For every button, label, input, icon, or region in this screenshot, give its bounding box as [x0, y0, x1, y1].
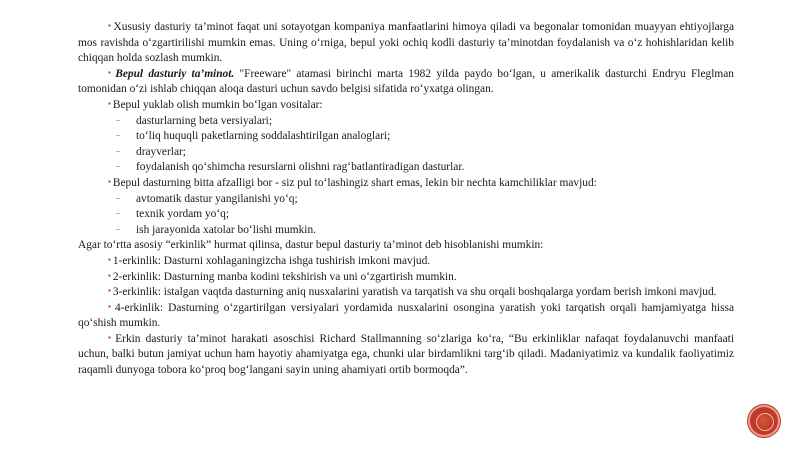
intro-paragraph: ▪ Xususiy dasturiy ta’minot faqat uni sotayotgan kompaniya manfaatlarini himoya qiladi va begonalar tomonidan muayyan ehtiyojlarga mos ravishda o‘zgartirilishi mumkin emas. Uning o‘rniga, bepul yoki ochiq kodli dasturiy ta’minotdan foydalanish va o‘z hohishlaridan kelib chiqqan holda sozlash mumkin. — [78, 20, 734, 67]
list-item: – dasturlarning beta versiyalari; — [78, 114, 734, 130]
advantage-paragraph: ▪ Bepul dasturning bitta afzalligi bor - siz pul to‘lashingiz shart emas, lekin bir nechta kamchiliklar mavjud: — [78, 176, 734, 192]
freedom-item-3: ▪ 3-erkinlik: istalgan vaqtda dasturning aniq nusxalarini yaratish va tarqatish va shu orqali boshqalarga yordam berish imkoni mavjud. — [78, 285, 734, 301]
list-item: – to‘liq huquqli paketlarning soddalashtirilgan analoglari; — [78, 129, 734, 145]
slide-content — [78, 20, 734, 379]
freedom-intro: Agar to‘rtta asosiy “erkinlik” hurmat qilinsa, dastur bepul dasturiy ta’minot deb hisoblanishi mumkin: — [78, 239, 544, 252]
freeware-paragraph — [78, 67, 734, 98]
list-item: – foydalanish qo‘shimcha resurslarni olishni rag‘batlantiradigan dasturlar. — [78, 160, 734, 176]
freedom-item-1: ▪ 1-erkinlik: Dasturni xohlaganingizcha ishga tushirish imkoni mavjud. — [78, 254, 734, 270]
freeware-text: "Freeware" atamasi birinchi marta 1982 yilda paydo bo‘lgan, u amerikalik dasturchi Endryu Fleglman tomonidan o‘zi ishlab chiqqan aloqa dasturi uchun savdo belgisi sifatida ro‘yxatga olingan. — [78, 67, 734, 96]
list-item: – ish jarayonida xatolar bo‘lishi mumkin. — [78, 223, 734, 239]
freedom-item-2: ▪ 2-erkinlik: Dasturning manba kodini tekshirish va uni o‘zgartirish mumkin. — [78, 270, 734, 286]
freeware-term: Bepul dasturiy ta’minot. — [115, 67, 235, 80]
list-item: – avtomatik dastur yangilanishi yo‘q; — [78, 192, 734, 208]
drawbacks-list — [78, 192, 734, 239]
circle-nav-icon[interactable] — [750, 407, 778, 435]
list-item: – drayverlar; — [78, 145, 734, 161]
freedom-item-4: ▪ 4-erkinlik: Dasturning o‘zgartirilgan versiyalari yordamida nusxalarini osongina yaratish yoki tarqatish orqali hamjamiyatga hissa qo‘shish mumkin. — [78, 301, 734, 332]
tools-intro: ▪ Bepul yuklab olish mumkin bo‘lgan vositalar: — [78, 98, 734, 114]
tools-list — [78, 114, 734, 176]
list-item: – texnik yordam yo‘q; — [78, 207, 734, 223]
stallman-quote: ▪ Erkin dasturiy ta’minot harakati asoschisi Richard Stallmanning so‘zlariga ko‘ra, “Bu erkinliklar nafaqat foydalanuvchi manfaati uchun, balki butun jamiyat uchun ham hayotiy ahamiyatga ega, chunki ular birdamlikni targ‘ib qiladi. Madaniyatimiz va kundalik faoliyatimiz raqamli dunyoga tobora ko‘proq bog‘langani sayin uning ahamiyati ortib bormoqda”. — [78, 332, 734, 379]
